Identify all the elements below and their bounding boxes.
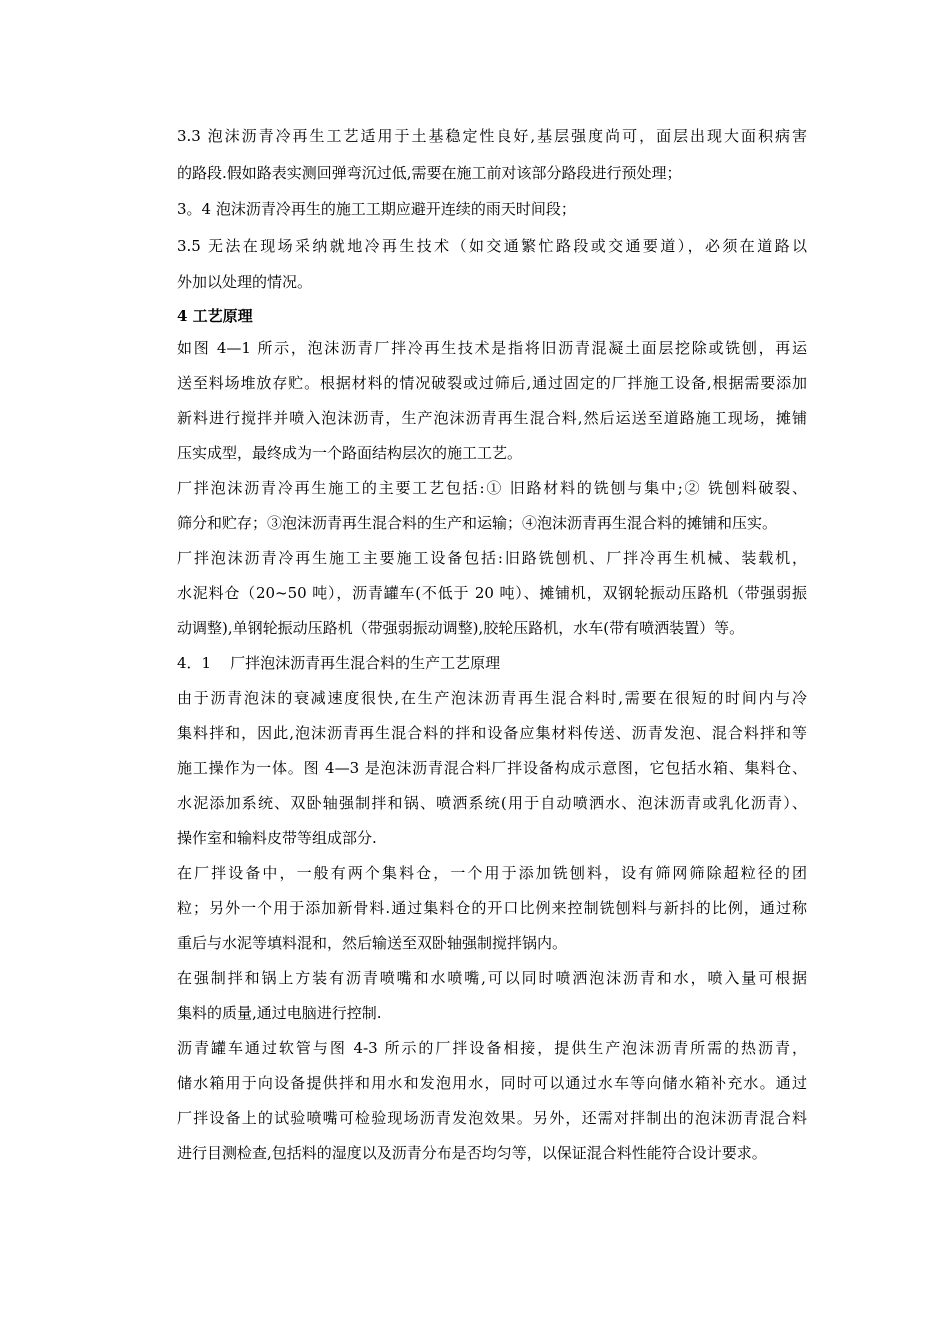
text-line: 施工操作为一体。图 4—3 是泡沫沥青混合料厂拌设备构成示意图，它包括水箱、集料仓、 bbox=[177, 758, 807, 777]
text-line: 压实成型，最终成为一个路面结构层次的施工工艺。 bbox=[177, 443, 523, 462]
paragraph-3-5 bbox=[145, 228, 807, 301]
text-line: 重后与水泥等填料混和，然后输送至双卧轴强制搅拌锅内。 bbox=[177, 933, 568, 952]
paragraph-3-4 bbox=[145, 191, 807, 228]
text-line: 粒；另外一个用于添加新骨料.通过集料仓的开口比例来控制铣刨料与新抖的比例，通过称 bbox=[177, 898, 807, 917]
paragraph-4-equipment bbox=[145, 541, 807, 646]
text-line: 3.3 泡沫沥青冷再生工艺适用于土基稳定性良好,基层强度尚可，面层出现大面积病害 bbox=[177, 127, 807, 145]
paragraph-3-3 bbox=[145, 118, 807, 191]
section-heading-4: 4 工艺原理 bbox=[177, 306, 253, 325]
paragraph-4-1-d bbox=[145, 1031, 807, 1171]
text-line: 厂拌泡沫沥青冷再生施工主要施工设备包括:旧路铣刨机、厂拌冷再生机械、装载机， bbox=[177, 548, 807, 567]
text-line: 厂拌设备上的试验喷嘴可检验现场沥青发泡效果。另外，还需对拌制出的泡沫沥青混合料 bbox=[177, 1108, 807, 1127]
text-line: 4．1 厂拌泡沫沥青再生混合料的生产工艺原理 bbox=[177, 653, 501, 672]
text-line: 在强制拌和锅上方装有沥青喷嘴和水喷嘴,可以同时喷洒泡沫沥青和水，喷入量可根据 bbox=[177, 968, 807, 987]
text-line: 储水箱用于向设备提供拌和用水和发泡用水，同时可以通过水车等向储水箱补充水。通过 bbox=[177, 1073, 807, 1092]
text-line: 水泥料仓（20~50 吨），沥青罐车(不低于 20 吨）、摊铺机，双钢轮振动压路机（带强弱振 bbox=[177, 583, 807, 602]
paragraph-4-1-a bbox=[145, 681, 807, 856]
text-line: 在厂拌设备中，一般有两个集料仓，一个用于添加铣刨料，设有筛网筛除超粒径的团 bbox=[177, 863, 807, 882]
text-line: 3.5 无法在现场采纳就地冷再生技术（如交通繁忙路段或交通要道），必须在道路以 bbox=[177, 236, 807, 255]
text-line: 厂拌泡沫沥青冷再生施工的主要工艺包括:① 旧路材料的铣刨与集中;② 铣刨料破裂、 bbox=[177, 478, 807, 497]
text-line: 的路段.假如路表实测回弹弯沉过低,需要在施工前对该部分路段进行预处理； bbox=[177, 163, 682, 182]
text-line: 送至料场堆放存贮。根据材料的情况破裂或过筛后,通过固定的厂拌施工设备,根据需要添加 bbox=[177, 373, 807, 392]
text-line: 进行目测检查,包括料的湿度以及沥青分布是否均匀等，以保证混合料性能符合设计要求。 bbox=[177, 1143, 767, 1162]
text-line: 新料进行搅拌并喷入泡沫沥青，生产泡沫沥青再生混合料,然后运送至道路施工现场，摊铺 bbox=[177, 408, 807, 427]
text-line: 沥青罐车通过软管与图 4-3 所示的厂拌设备相接，提供生产泡沫沥青所需的热沥青， bbox=[177, 1038, 807, 1057]
section-heading-4-1 bbox=[145, 646, 807, 681]
paragraph-4-1-c bbox=[145, 961, 807, 1031]
text-line: 动调整),单钢轮振动压路机（带强弱振动调整),胶轮压路机，水车(带有喷洒装置）等。 bbox=[177, 618, 745, 637]
document-page bbox=[145, 118, 807, 1171]
paragraph-4-process bbox=[145, 471, 807, 541]
paragraph-4-1-b bbox=[145, 856, 807, 961]
text-line: 筛分和贮存；③泡沫沥青再生混合料的生产和运输；④泡沫沥青再生混合料的摊铺和压实。 bbox=[177, 513, 778, 532]
text-line: 外加以处理的情况。 bbox=[177, 273, 313, 291]
text-line: 3。4 泡沫沥青冷再生的施工工期应避开连续的雨天时间段； bbox=[177, 200, 576, 218]
text-line: 由于沥青泡沫的衰减速度很快,在生产泡沫沥青再生混合料时,需要在很短的时间内与冷 bbox=[177, 688, 807, 707]
text-line: 如图 4—1 所示，泡沫沥青厂拌冷再生技术是指将旧沥青混凝土面层挖除或铣刨，再运 bbox=[177, 338, 807, 357]
text-line: 集料拌和，因此,泡沫沥青再生混合料的拌和设备应集材料传送、沥青发泡、混合料拌和等 bbox=[177, 723, 807, 742]
text-line: 集料的质量,通过电脑进行控制. bbox=[177, 1003, 382, 1022]
text-line: 操作室和输料皮带等组成部分. bbox=[177, 828, 377, 847]
text-line: 水泥添加系统、双卧轴强制拌和锅、喷洒系统(用于自动喷洒水、泡沫沥青或乳化沥青）、 bbox=[177, 793, 807, 812]
paragraph-4-intro bbox=[145, 331, 807, 471]
